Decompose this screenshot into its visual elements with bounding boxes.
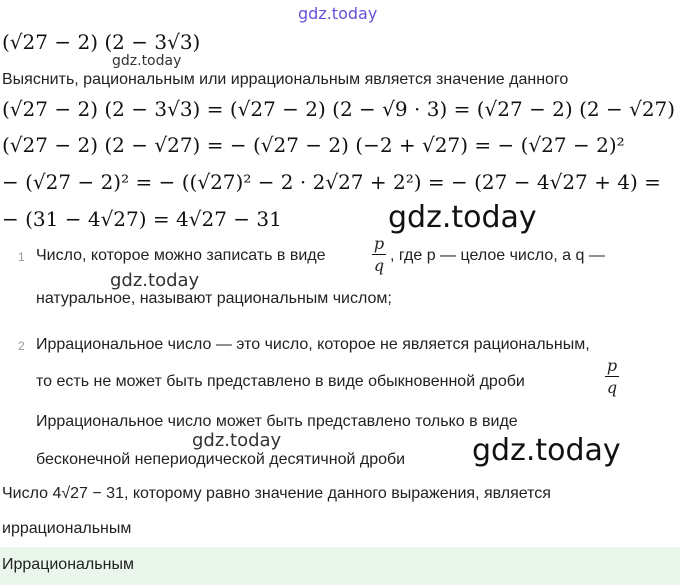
watermark: gdz.today [298, 4, 378, 23]
note-text: бесконечной непериодической десятичной дроби [36, 451, 406, 468]
fraction-p-q [372, 234, 386, 275]
note-text: Число, которое можно записать в виде [36, 247, 326, 264]
fraction-denominator: q [373, 256, 385, 275]
note-text: Иррациональное число может быть представлено только в виде [36, 413, 518, 430]
note-text: натуральное, называют рациональным числом; [36, 290, 392, 307]
note-text: Иррациональное число — это число, которое не является рациональным, [36, 336, 590, 353]
fraction-numerator: p [373, 234, 385, 253]
note-text: , где p — целое число, а q — [390, 247, 605, 264]
fraction-p-q [605, 356, 619, 397]
fraction-bar [372, 254, 386, 255]
derivation-line: − (√27 − 2)² = − ((√27)² − 2 · 2√27 + 2²) = − (27 − 4√27 + 4) = [2, 170, 661, 194]
fraction-denominator: q [606, 378, 618, 397]
watermark: gdz.today [112, 53, 182, 69]
note-number: 1 [18, 250, 25, 264]
watermark: gdz.today [110, 270, 200, 291]
watermark: gdz.today [388, 200, 537, 235]
derivation-line: − (31 − 4√27) = 4√27 − 31 [2, 207, 282, 231]
note-text: то есть не может быть представлено в виде обыкновенной дроби [36, 373, 525, 390]
fraction-bar [605, 376, 619, 377]
fraction-numerator: p [606, 356, 618, 375]
intro-text: Выяснить, рациональным или иррациональным является значение данного [2, 71, 569, 88]
answer-box [0, 547, 680, 585]
conclusion-text: иррациональным [2, 520, 132, 537]
watermark: gdz.today [192, 430, 282, 451]
header-expression: (√27 − 2) (2 − 3√3) [2, 30, 201, 54]
derivation-line: (√27 − 2) (2 − √27) = − (√27 − 2) (−2 + √27) = − (√27 − 2)² [2, 133, 625, 157]
note-number: 2 [18, 339, 25, 353]
watermark: gdz.today [472, 433, 621, 468]
conclusion-text: Число 4√27 − 31, которому равно значение данного выражения, является [2, 485, 551, 502]
derivation-line: (√27 − 2) (2 − 3√3) = (√27 − 2) (2 − √9 · 3) = (√27 − 2) (2 − √27) [2, 97, 676, 121]
answer-text: Иррациональным [2, 556, 134, 573]
